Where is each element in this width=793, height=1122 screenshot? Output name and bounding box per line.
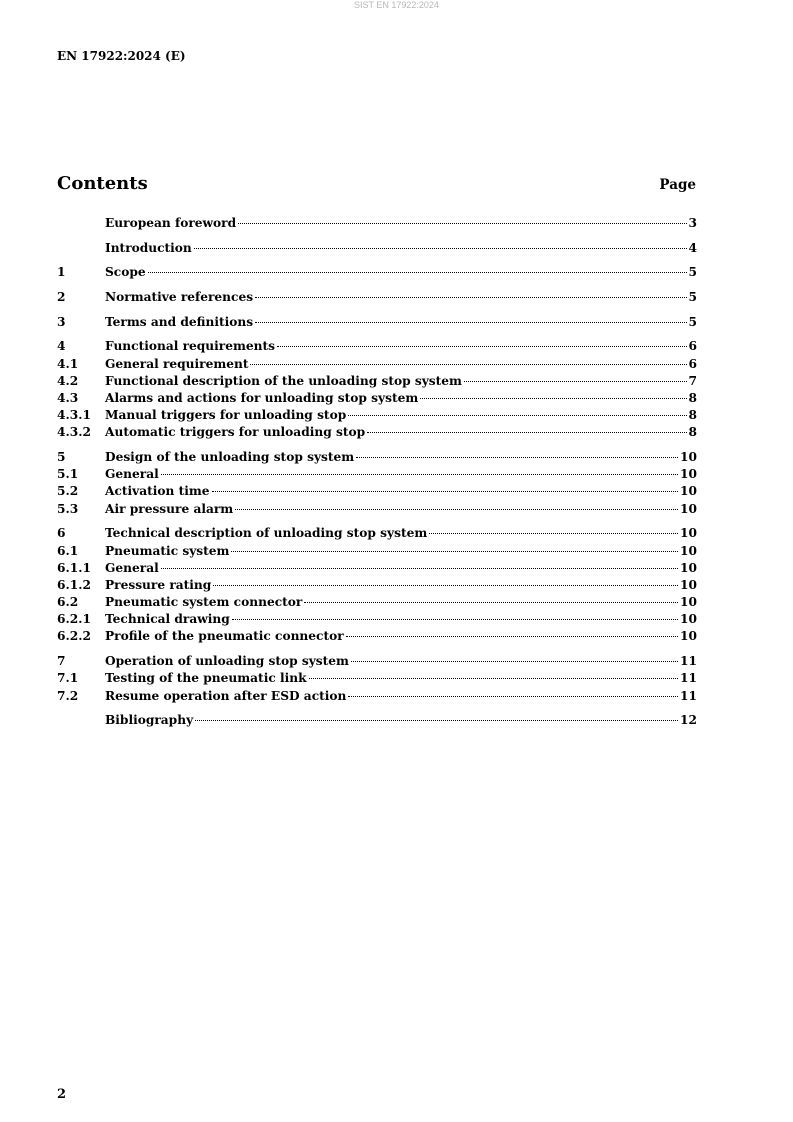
toc-entry-page: 8 (688, 425, 697, 440)
toc-entry[interactable] (57, 264, 697, 281)
page-column-heading: Page (659, 177, 696, 193)
toc-entry-number: 2 (57, 290, 66, 305)
toc-entry-page: 10 (680, 467, 697, 482)
toc-entry-label: Introduction (105, 240, 192, 255)
leader-dots (346, 636, 678, 637)
toc-entry[interactable] (57, 424, 697, 441)
leader-dots (429, 533, 678, 534)
toc-entry-page: 6 (688, 339, 697, 354)
toc-entry-page: 10 (680, 629, 697, 644)
toc-entry-number: 5.1 (57, 467, 79, 482)
toc-entry-page: 5 (688, 290, 697, 305)
toc-entry-label: Terms and definitions (105, 314, 254, 329)
toc-entry-label: Design of the unloading stop system (105, 450, 355, 465)
watermark-text: SIST EN 17922:2024 (354, 0, 439, 10)
toc-entry[interactable] (57, 525, 697, 542)
toc-entry-page: 10 (680, 595, 697, 610)
toc-entry-page: 10 (680, 577, 697, 592)
toc-entry[interactable] (57, 483, 697, 500)
toc-entry-number: 6.1.2 (57, 577, 91, 592)
toc-entry-label: Functional description of the unloading stop system (105, 373, 462, 388)
leader-dots (250, 364, 686, 365)
toc-entry[interactable] (57, 338, 697, 355)
toc-entry-page: 10 (680, 560, 697, 575)
toc-entry-page: 8 (688, 391, 697, 405)
toc-entry-number: 4.3.1 (57, 408, 91, 423)
toc-entry-page: 10 (680, 450, 697, 465)
document-id: EN 17922:2024 (E) (57, 49, 186, 63)
leader-dots (309, 678, 678, 679)
leader-dots (161, 474, 678, 475)
toc-entry-number: 6.2.1 (57, 612, 91, 627)
leader-dots (348, 696, 678, 697)
page-number: 2 (57, 1087, 67, 1102)
toc-entry[interactable] (57, 688, 697, 705)
toc-entry[interactable] (57, 314, 697, 331)
toc-entry-label: Activation time (105, 484, 210, 499)
toc-entry-label: Operation of unloading stop system (105, 654, 349, 669)
toc-entry-number: 5.2 (57, 484, 79, 499)
toc-entry[interactable] (57, 653, 697, 670)
toc-entry-page: 11 (680, 671, 697, 686)
leader-dots (348, 415, 686, 416)
toc-entry[interactable] (57, 449, 697, 466)
toc-entry[interactable] (57, 390, 697, 407)
toc-entry-page: 10 (680, 543, 697, 558)
toc-entry-number: 7.1 (57, 671, 79, 686)
toc-entry[interactable] (57, 611, 697, 628)
toc-entry[interactable] (57, 215, 697, 232)
toc-entry-number: 6.2 (57, 595, 79, 610)
toc-entry-page: 5 (688, 314, 697, 329)
toc-entry-page: 12 (680, 713, 697, 728)
toc-entry[interactable] (57, 628, 697, 645)
leader-dots (277, 346, 687, 347)
leader-dots (194, 248, 687, 249)
leader-dots (464, 381, 687, 382)
leader-dots (367, 432, 686, 433)
toc-entry-number: 5.3 (57, 501, 79, 516)
leader-dots (148, 272, 687, 273)
toc-entry-page: 10 (680, 501, 697, 516)
toc-entry-number: 6 (57, 526, 66, 541)
toc-entry-label: Bibliography (105, 713, 194, 728)
leader-dots (255, 297, 686, 298)
toc-entry-page: 11 (680, 688, 697, 703)
toc-entry[interactable] (57, 407, 697, 424)
toc-entry-page: 10 (680, 484, 697, 499)
toc-entry-label: Technical drawing (105, 612, 230, 627)
toc-entry-page: 4 (688, 240, 697, 255)
toc-entry-number: 6.2.2 (57, 629, 91, 644)
leader-dots (356, 457, 678, 458)
toc-entry[interactable] (57, 373, 697, 390)
toc-entry-number: 4.1 (57, 356, 79, 371)
toc-entry[interactable] (57, 240, 697, 257)
toc-entry-label: General (105, 560, 159, 575)
toc-entry-page: 6 (688, 356, 697, 371)
toc-entry-label: Scope (105, 265, 146, 280)
toc-entry[interactable] (57, 466, 697, 483)
toc-entry[interactable] (57, 712, 697, 729)
leader-dots (235, 509, 678, 510)
leader-dots (195, 720, 678, 721)
toc-entry-number: 4.3.2 (57, 425, 91, 440)
table-of-contents (57, 215, 697, 729)
toc-entry-page: 10 (680, 526, 697, 541)
leader-dots (231, 551, 678, 552)
toc-entry-label: Automatic triggers for unloading stop (105, 425, 366, 440)
toc-entry-number: 4.2 (57, 373, 79, 388)
toc-entry-label: Technical description of unloading stop system (105, 526, 428, 541)
toc-entry[interactable] (57, 289, 697, 306)
toc-entry-page: 11 (680, 654, 697, 669)
toc-entry-page: 10 (680, 612, 697, 627)
toc-entry[interactable] (57, 594, 697, 611)
toc-entry-label: Air pressure alarm (105, 501, 234, 516)
toc-entry[interactable] (57, 670, 697, 687)
toc-entry-label: General requirement (105, 356, 249, 371)
toc-entry-label: European foreword (105, 216, 237, 230)
leader-dots (255, 322, 686, 323)
toc-entry-label: Normative references (105, 290, 254, 305)
toc-entry-label: General (105, 467, 159, 482)
toc-entry-number: 4.3 (57, 391, 79, 405)
toc-entry-label: Profile of the pneumatic connector (105, 629, 344, 644)
leader-dots (212, 491, 679, 492)
toc-entry-page: 8 (688, 408, 697, 423)
leader-dots (304, 602, 678, 603)
toc-entry-number: 7 (57, 654, 66, 669)
toc-entry[interactable] (57, 501, 697, 518)
toc-entry[interactable] (57, 560, 697, 577)
toc-entry-label: Pneumatic system connector (105, 595, 303, 610)
contents-title: Contents (57, 173, 148, 194)
toc-entry-number: 7.2 (57, 688, 79, 703)
toc-entry-number: 6.1.1 (57, 560, 91, 575)
toc-entry-label: Alarms and actions for unloading stop system (105, 391, 419, 405)
leader-dots (232, 619, 678, 620)
toc-entry-page: 7 (688, 373, 697, 388)
toc-entry-page: 3 (688, 216, 697, 230)
leader-dots (351, 661, 678, 662)
toc-entry-number: 4 (57, 339, 66, 354)
toc-entry[interactable] (57, 577, 697, 594)
leader-dots (420, 398, 686, 399)
toc-entry-label: Testing of the pneumatic link (105, 671, 307, 686)
toc-entry[interactable] (57, 356, 697, 373)
toc-entry-page: 5 (688, 265, 697, 280)
toc-entry-number: 5 (57, 450, 66, 465)
leader-dots (161, 568, 678, 569)
leader-dots (213, 585, 678, 586)
toc-entry-label: Functional requirements (105, 339, 275, 354)
leader-dots (238, 223, 686, 224)
toc-entry-number: 6.1 (57, 543, 79, 558)
toc-entry-label: Resume operation after ESD action (105, 688, 347, 703)
toc-entry[interactable] (57, 543, 697, 560)
toc-entry-number: 1 (57, 265, 66, 280)
toc-entry-label: Pneumatic system (105, 543, 230, 558)
toc-entry-label: Manual triggers for unloading stop (105, 408, 347, 423)
toc-entry-number: 3 (57, 314, 66, 329)
toc-entry-label: Pressure rating (105, 577, 212, 592)
